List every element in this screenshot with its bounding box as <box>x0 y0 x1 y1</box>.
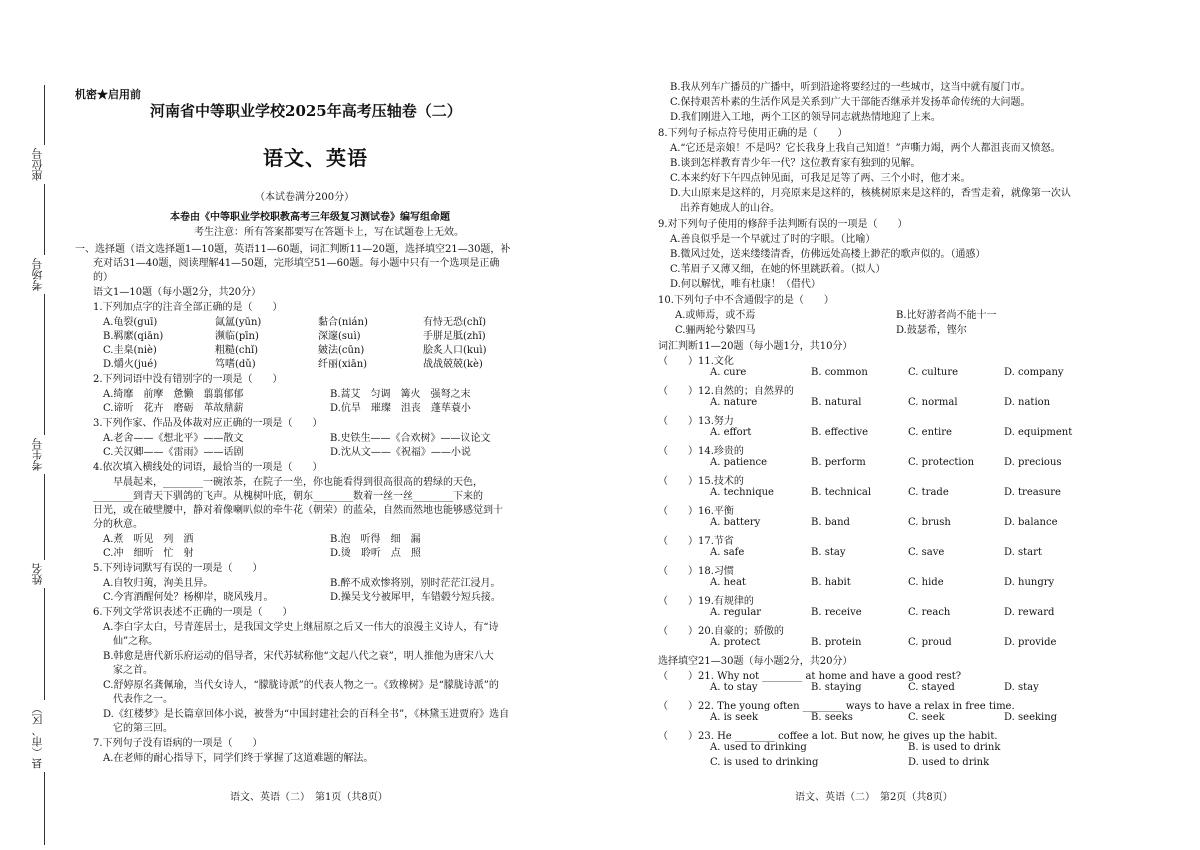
q10-opt-a: A.或师焉，或不焉 <box>675 310 756 321</box>
vocab-option: A. heat <box>710 577 746 588</box>
question-7: 7.下列句子没有语病的一项是（ ） <box>93 738 263 749</box>
vocab-option: A. nature <box>710 397 758 408</box>
q1-opt: 手胼足胝(zhī) <box>423 331 486 342</box>
q1-opt: 皴法(cūn) <box>318 345 365 356</box>
q9-line-3: C.苇眉子又薄又细，在她的怀里跳跃着。（拟人） <box>670 264 886 275</box>
q2-opt-a: A.绮靡 前摩 惫懒 翦翦郁郁 <box>103 389 244 400</box>
q1-opt: 笃嗜(dǔ) <box>215 359 256 370</box>
q2-opt-b: B.蒿艾 匀调 篝火 强弩之末 <box>330 389 471 400</box>
vocab-option: A. patience <box>710 457 768 468</box>
vocab-option: D. company <box>1004 367 1064 378</box>
full-score: （本试卷满分200分） <box>255 192 355 203</box>
q4-passage-4: 分的秋意。 <box>93 519 143 530</box>
q9-line-4: D.何以解忧，唯有杜康！（借代） <box>670 279 821 290</box>
vocab-option: B. effective <box>811 427 869 438</box>
vocab-option: B. technical <box>811 487 872 498</box>
question-23: （ ）23. He ________ coffee a lot. But now, he gives up the habit. <box>658 731 998 742</box>
section1-line-2: 充对话31—40题，阅读理解41—50题，完形填空51—60题。每小题中只有一个选项是正确 <box>93 258 500 269</box>
vocab-question: （ ）13.努力 <box>658 416 734 427</box>
q8-line-3: C.本来约好下午四点钟见面，可我足足等了两、三个小时，他才来。 <box>670 173 971 184</box>
question-5: 5.下列诗词默写有误的一项是（ ） <box>93 563 263 574</box>
vocab-option: C. protection <box>908 457 975 468</box>
q9-line-2: B.微风过处，送来缕缕清香，仿佛远处高楼上渺茫的歌声似的。（通感） <box>670 249 986 260</box>
q5-opt-d: D.操吴戈兮被犀甲，车错毂兮短兵接。 <box>330 592 501 603</box>
vocab-option: C. trade <box>908 487 949 498</box>
fill-question: （ ）21. Why not ________ at home and have a good rest? <box>658 671 962 682</box>
question-8: 8.下列句子标点符号使用正确的是（ ） <box>658 128 848 139</box>
vocab-option: B. natural <box>811 397 862 408</box>
section1-line-1: 一、选择题（语文选择题1—10题，英语11—60题，词汇判断11—20题，选择填空21—30题，补 <box>75 244 511 255</box>
binding-label-name: 姓名 <box>30 560 46 588</box>
sub-heading-chinese: 语文1—10题（每小题2分，共20分） <box>93 287 262 298</box>
vocab-option: B. receive <box>811 607 862 618</box>
vocab-option: D. nation <box>1004 397 1051 408</box>
vocab-option: D. reward <box>1004 607 1055 618</box>
vocab-option: A. safe <box>710 547 745 558</box>
fill-option: A. is seek <box>710 712 759 723</box>
vocab-option: B. protein <box>811 637 862 648</box>
q2-opt-d: D.伉旱 璀璨 沮丧 蓬荜蓑小 <box>330 403 471 414</box>
vocab-option: D. provide <box>1004 637 1057 648</box>
question-9: 9.对下列句子使用的修辞手法判断有误的一项是（ ） <box>658 219 908 230</box>
q6-line-5: C.舒婷原名龚佩瑜，当代女诗人，“朦胧诗派”的代表人物之一。《致橡树》是“朦胧诗派”的 <box>103 680 499 691</box>
question-4: 4.依次填入横线处的词语，最恰当的一项是（ ） <box>93 462 323 473</box>
q5-opt-b: B.醉不成欢惨将别，别时茫茫江浸月。 <box>330 578 501 589</box>
notice: 考生注意：所有答案都要写在答题卡上，写在试题卷上无效。 <box>194 227 464 238</box>
q1-opt: 战战兢兢(kè) <box>423 359 483 370</box>
q1-opt: D.爝火(jué) <box>103 359 158 370</box>
fill-option: B. seeks <box>811 712 853 723</box>
vocab-option: C. save <box>908 547 945 558</box>
q6-line-4: 家之首。 <box>103 665 153 676</box>
vocab-option: A. cure <box>710 367 747 378</box>
page-footer-2: 语文、英语（二） 第2页（共8页） <box>795 792 953 803</box>
q1-opt: 脍炙人口(kuì) <box>423 345 487 356</box>
binding-label-candidate: 考生号 <box>30 435 46 474</box>
q1-opt: A.龟裂(guī) <box>103 317 158 328</box>
q1-opt: 粗糙(chǐ) <box>215 345 259 356</box>
fill-option: C. seek <box>908 712 945 723</box>
question-3: 3.下列作家、作品及体裁对应正确的一项是（ ） <box>93 418 323 429</box>
vocab-option: A. protect <box>710 637 761 648</box>
fill-option: D. stay <box>1004 682 1039 693</box>
q1-opt: 纤丽(xiān) <box>318 359 368 370</box>
vocab-option: D. treasure <box>1004 487 1061 498</box>
q1-opt: 黏合(nián) <box>318 317 368 328</box>
binding-label-seat: 座位号 <box>30 145 46 184</box>
fill-option: B. staying <box>811 682 862 693</box>
fill-option: C. stayed <box>908 682 955 693</box>
q4-opt-a: A.煮 听见 列 洒 <box>103 534 194 545</box>
exam-page-2 <box>600 0 1200 850</box>
q4-opt-d: D.烫 聆听 点 照 <box>330 548 421 559</box>
vocab-question: （ ）12.自然的；自然界的 <box>658 386 794 397</box>
vocab-question: （ ）19.有规律的 <box>658 596 754 607</box>
vocab-option: C. culture <box>908 367 959 378</box>
q6-line-7: D.《红楼梦》是长篇章回体小说，被誉为“中国封建社会的百科全书”，《林黛玉进贾府》选自 <box>103 709 510 720</box>
vocab-option: A. regular <box>710 607 762 618</box>
q1-opt: B.羁縻(qiān) <box>103 331 164 342</box>
vocab-heading: 词汇判断11—20题（每小题1分，共10分） <box>658 341 853 352</box>
q3-opt-d: D.沈从文——《祝福》——小说 <box>330 447 471 458</box>
vocab-option: A. technique <box>710 487 774 498</box>
vocab-option: D. balance <box>1004 517 1058 528</box>
q3-opt-c: C.关汉卿——《雷雨》——话剧 <box>103 447 244 458</box>
vocab-option: C. reach <box>908 607 951 618</box>
fill-question: （ ）22. The young often ________ ways to have a relax in free time. <box>658 701 1015 712</box>
vocab-option: C. hide <box>908 577 944 588</box>
vocab-option: D. start <box>1004 547 1042 558</box>
vocab-option: A. battery <box>710 517 761 528</box>
q8-line-1: A.“它还是亲娘！不是吗？它长我身上我自己知道！”声嘶力竭，两个人都沮丧而又愤怒。 <box>670 143 1061 154</box>
vocab-option: B. common <box>811 367 868 378</box>
q2-opt-c: C.谛听 花卉 磨砺 革故鼎薪 <box>103 403 244 414</box>
vocab-question: （ ）14.珍贵的 <box>658 446 744 457</box>
q7-opt-c: C.保持艰苦朴素的生活作风是关系到广大干部能否继承并发扬革命传统的大问题。 <box>670 97 1031 108</box>
vocab-question: （ ）11.文化 <box>658 356 734 367</box>
q8-line-4: D.大山原来是这样的，月亮原来是这样的，核桃树原来是这样的，香雪走着，就像第一次认 <box>670 188 1071 199</box>
q5-opt-a: A.自牧归荑，洵美且异。 <box>103 578 214 589</box>
fill-option: D. seeking <box>1004 712 1058 723</box>
q10-opt-c: C.骊两轮兮絷四马 <box>675 325 756 336</box>
vocab-question: （ ）15.技术的 <box>658 476 744 487</box>
q23-opt-d: D. used to drink <box>908 757 990 768</box>
q4-passage-3: 日光，或在破壁腰中，静对着像喇叭似的牵牛花（朝荣）的蓝朵，自然而然地也能够感觉到十 <box>93 505 503 516</box>
question-6: 6.下列文学常识表述不正确的一项是（ ） <box>93 607 293 618</box>
vocab-question: （ ）17.节省 <box>658 536 734 547</box>
q4-opt-c: C.冲 细听 忙 射 <box>103 548 194 559</box>
vocab-option: B. perform <box>811 457 866 468</box>
vocab-option: B. habit <box>811 577 851 588</box>
compiled-by: 本卷由《中等职业学校职教高考三年级复习测试卷》编写组命题 <box>170 212 450 223</box>
page-footer-1: 语文、英语（二） 第1页（共8页） <box>230 792 388 803</box>
q6-line-3: B.韩愈是唐代新乐府运动的倡导者，宋代苏轼称他“文起八代之衰”，明人推他为唐宋八大 <box>103 651 494 662</box>
q1-opt: C.圭臬(niè) <box>103 345 157 356</box>
q23-opt-a: A. used to drinking <box>710 742 807 753</box>
vocab-option: D. equipment <box>1004 427 1073 438</box>
vocab-question: （ ）18.习惯 <box>658 566 734 577</box>
q10-opt-b: B.比好游者尚不能十一 <box>896 310 997 321</box>
q6-line-1: A.李白字太白，号青莲居士，是我国文学史上继屈原之后又一伟大的浪漫主义诗人，有“诗 <box>103 622 499 633</box>
vocab-option: C. normal <box>908 397 958 408</box>
q23-opt-c: C. is used to drinking <box>710 757 819 768</box>
q9-line-1: A.善良似乎是一个早就过了时的字眼。（比喻） <box>670 234 876 245</box>
subject-title: 语文、英语 <box>263 146 368 170</box>
q1-opt: 濒临(pīn) <box>215 331 259 342</box>
q8-line-2: B.谈到怎样教育青少年一代？这位教育家有独到的见解。 <box>670 158 921 169</box>
q6-line-8: 它的第三回。 <box>103 723 173 734</box>
vocab-question: （ ）16.平衡 <box>658 506 734 517</box>
q3-opt-b: B.史铁生——《合欢树》——议论文 <box>330 433 491 444</box>
vocab-option: D. precious <box>1004 457 1062 468</box>
question-1: 1.下列加点字的注音全部正确的是（ ） <box>93 302 283 313</box>
q7-opt-d: D.我们刚进入工地，两个工区的领导同志就热情地迎了上来。 <box>670 112 941 123</box>
q1-opt: 有恃无恐(chǐ) <box>423 317 487 328</box>
binding-label-county: 县（市、区） <box>30 700 46 772</box>
secret-label: 机密★启用前 <box>75 88 141 101</box>
q7-opt-a: A.在老师的耐心指导下，同学们终于掌握了这道难题的解法。 <box>103 753 374 764</box>
q1-opt: 氤氲(yūn) <box>215 317 262 328</box>
exam-title: 河南省中等职业学校2025年高考压轴卷（二） <box>150 102 462 120</box>
fill-heading: 选择填空21—30题（每小题2分，共20分） <box>658 656 853 667</box>
q6-line-2: 仙”之称。 <box>103 636 159 647</box>
vocab-question: （ ）20.自豪的；骄傲的 <box>658 626 784 637</box>
q6-line-6: 代表作之一。 <box>103 694 173 705</box>
section1-line-3: 的） <box>93 272 113 283</box>
q8-line-5: 出养育她成人的山谷。 <box>670 203 780 214</box>
vocab-option: D. hungry <box>1004 577 1055 588</box>
q10-opt-d: D.鼓瑟希，铿尔 <box>896 325 967 336</box>
binding-label-room: 考场号 <box>30 255 46 294</box>
q7-opt-b: B.我从列车广播员的广播中，听到沿途将要经过的一些城市，这当中就有厦门市。 <box>670 82 1031 93</box>
vocab-option: B. band <box>811 517 850 528</box>
question-10: 10.下列句子中不含通假字的是（ ） <box>658 295 834 306</box>
fill-option: A. to stay <box>710 682 758 693</box>
q4-passage-1: 早晨起来，________一碗浓茶，在院子一坐，你也能看得到很高很高的碧绿的天色， <box>113 477 483 488</box>
question-2: 2.下列词语中没有错别字的一项是（ ） <box>93 374 283 385</box>
q5-opt-c: C.今宵酒醒何处？杨柳岸，晓风残月。 <box>103 592 274 603</box>
q1-opt: 深邃(suì) <box>318 331 361 342</box>
vocab-option: A. effort <box>710 427 752 438</box>
q23-opt-b: B. is used to drink <box>908 742 1001 753</box>
vocab-option: B. stay <box>811 547 846 558</box>
q4-opt-b: B.泡 听得 细 漏 <box>330 534 421 545</box>
vocab-option: C. brush <box>908 517 951 528</box>
q3-opt-a: A.老舍——《想北平》——散文 <box>103 433 244 444</box>
vocab-option: C. proud <box>908 637 952 648</box>
q4-passage-2: ________到青天下驯鸽的飞声。从槐树叶底，朝东________数着一丝一丝________下来的 <box>93 491 483 502</box>
vocab-option: C. entire <box>908 427 952 438</box>
